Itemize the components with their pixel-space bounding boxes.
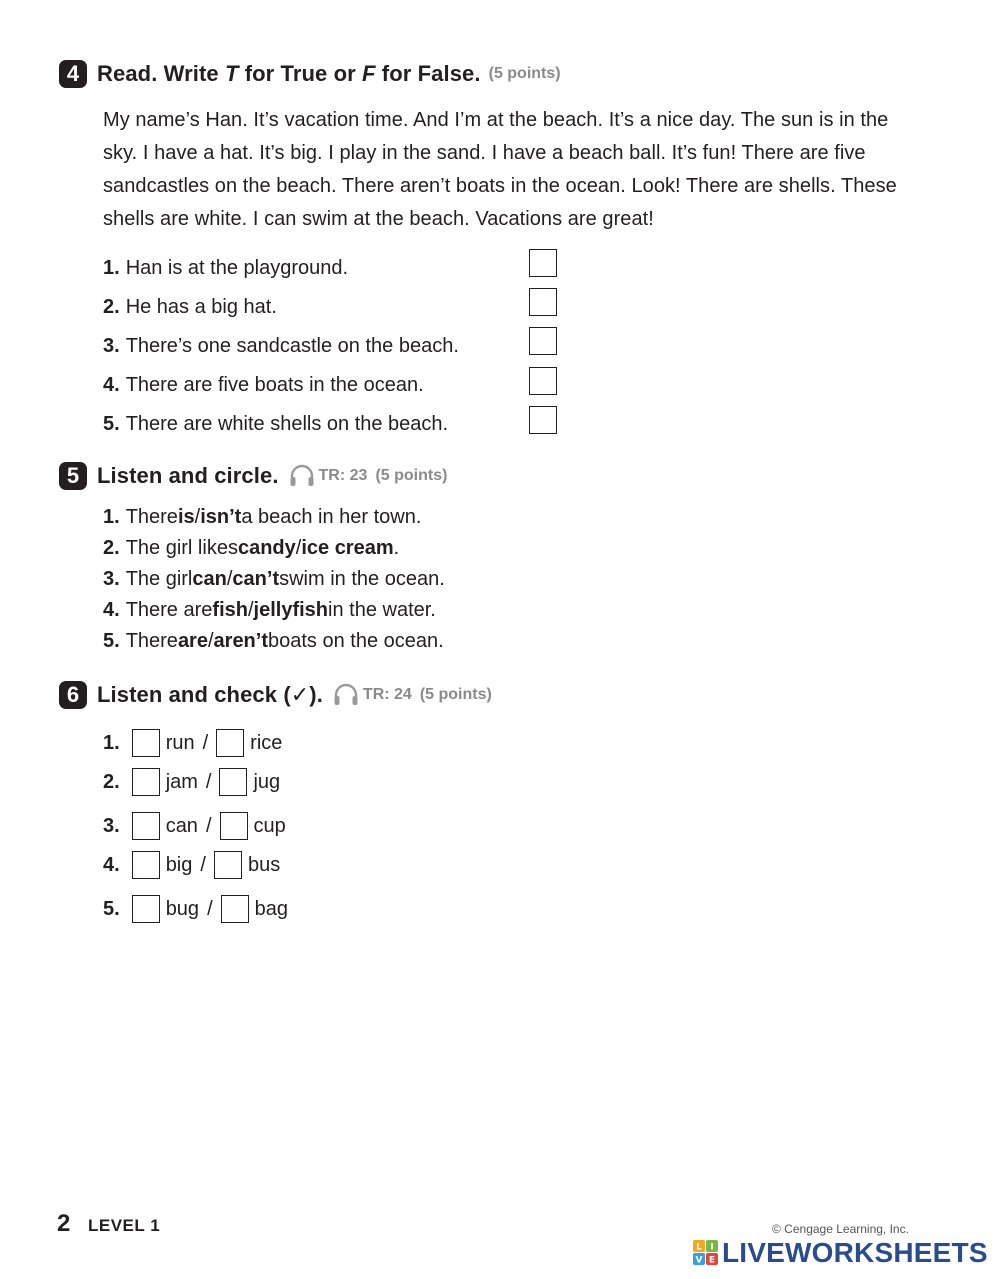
check-box[interactable] [132, 851, 160, 879]
section-number-badge: 5 [59, 462, 87, 490]
tf-answer-box-1[interactable] [529, 249, 557, 277]
tf-item: 5. There are white shells on the beach. [103, 413, 449, 435]
svg-text:V: V [695, 1255, 703, 1266]
copyright-text: © Cengage Learning, Inc. [772, 1222, 909, 1236]
section-5-points: (5 points) [375, 467, 448, 484]
headphones-icon [333, 683, 359, 707]
live-blocks-icon [693, 1240, 719, 1266]
check-box[interactable] [132, 895, 160, 923]
section-6-points: (5 points) [419, 686, 492, 703]
check-item: 3. can / cup [103, 811, 286, 841]
audio-track: TR: 23 [289, 464, 368, 488]
section-5-header [59, 462, 447, 490]
audio-track: TR: 24 [333, 683, 412, 707]
check-box[interactable] [216, 729, 244, 757]
tf-item: 1. Han is at the playground. [103, 257, 349, 279]
check-box[interactable] [220, 812, 248, 840]
circle-item: 3. The girl can / can’t swim in the ocean. [103, 568, 445, 590]
tf-item: 3. There’s one sandcastle on the beach. [103, 335, 459, 357]
check-box[interactable] [214, 851, 242, 879]
section-4-points: (5 points) [488, 65, 561, 82]
check-item: 2. jam / jug [103, 767, 280, 797]
svg-text:I: I [710, 1242, 714, 1253]
svg-text:L: L [696, 1242, 702, 1253]
tf-answer-box-5[interactable] [529, 406, 557, 434]
level-label: LEVEL 1 [88, 1216, 161, 1235]
check-box[interactable] [132, 812, 160, 840]
svg-text:E: E [708, 1255, 716, 1266]
choice-option[interactable]: can [192, 568, 227, 590]
reading-passage: My name’s Han. It’s vacation time. And I’m at the beach. It’s a nice day. The sun is in the sky. I have a hat. It’s big. I play in the sand. I have a beach ball. It’s fun! There are five sandcastles on the beach. There aren’t boats in the ocean. Look! There are shells. These shells are white. I can swim at the beach. Vacations are great! [103, 109, 897, 230]
section-4-title: Read. Write T for True or F for False. [97, 61, 481, 86]
choice-option[interactable]: aren’t [213, 630, 268, 652]
section-number-badge: 6 [59, 681, 87, 709]
circle-item: 5. There are / aren’t boats on the ocean. [103, 630, 444, 652]
liveworksheets-wordmark: LIVEWORKSHEETS [722, 1237, 988, 1268]
liveworksheets-logo [693, 1237, 988, 1269]
check-box[interactable] [219, 768, 247, 796]
tf-answer-box-3[interactable] [529, 327, 557, 355]
tf-item: 2. He has a big hat. [103, 296, 277, 318]
circle-item: 1. There is / isn’t a beach in her town. [103, 506, 422, 528]
circle-list [103, 502, 445, 657]
choice-option[interactable]: fish [212, 599, 248, 621]
section-5-title: Listen and circle. [97, 463, 279, 488]
choice-option[interactable]: candy [237, 537, 296, 559]
check-box[interactable] [221, 895, 249, 923]
choice-option[interactable]: is [177, 506, 195, 528]
check-item: 5. bug / bag [103, 894, 288, 924]
circle-item: 2. The girl likes candy / ice cream . [103, 537, 400, 559]
circle-item: 4. There are fish / jellyfish in the water. [103, 599, 436, 621]
tf-item: 4. There are five boats in the ocean. [103, 374, 424, 396]
choice-option[interactable]: are [177, 630, 208, 652]
section-number-badge: 4 [59, 60, 87, 88]
headphones-icon [289, 464, 315, 488]
tf-answer-box-2[interactable] [529, 288, 557, 316]
check-item: 4. big / bus [103, 850, 280, 880]
choice-option[interactable]: ice cream [301, 537, 394, 559]
choice-option[interactable]: can’t [232, 568, 280, 590]
true-false-list [103, 249, 459, 444]
check-item: 1. run / rice [103, 728, 282, 758]
choice-option[interactable]: isn’t [200, 506, 242, 528]
check-box[interactable] [132, 768, 160, 796]
section-4-header [59, 60, 561, 88]
tf-answer-box-4[interactable] [529, 367, 557, 395]
choice-option[interactable]: jellyfish [253, 599, 329, 621]
check-box[interactable] [132, 729, 160, 757]
page-number: 2 [57, 1210, 71, 1237]
section-6-header [59, 681, 492, 709]
section-6-title: Listen and check (✓). [97, 682, 323, 707]
